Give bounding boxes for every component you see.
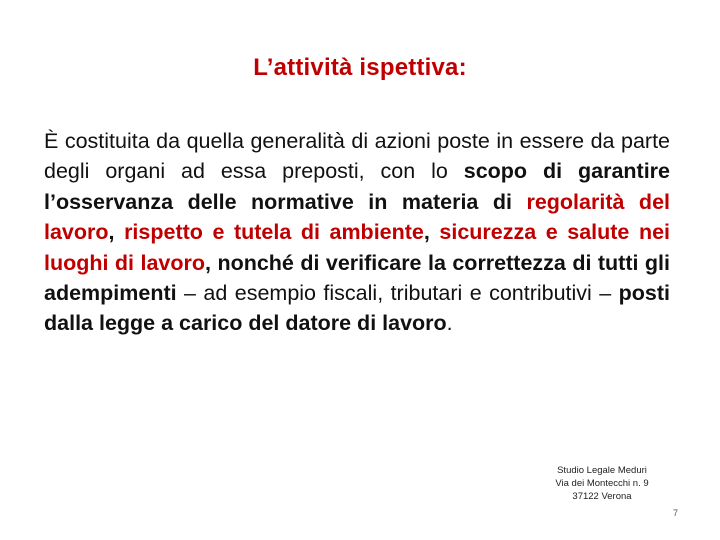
page-title: L’attività ispettiva: <box>253 54 467 81</box>
text-segment: – ad esempio fiscali, tributari e contributivi – <box>176 281 619 306</box>
text-segment-bold: posti dalla legge a carico del datore di lavoro <box>44 281 670 336</box>
footer-city: 37122 Verona <box>572 491 632 502</box>
footer-street: Via dei Montecchi n. 9 <box>555 478 649 489</box>
text-segment-bold: , nonché di verificare la correttezza di tutti gli adempimenti <box>44 250 670 306</box>
text-segment-highlight: rispetto e tutela di ambiente <box>124 220 424 245</box>
footer-firm-name: Studio Legale Meduri <box>557 465 647 476</box>
text-segment-bold: , <box>108 220 125 245</box>
text-segment-highlight: sicurezza e salute nei luoghi di lavoro <box>44 220 671 275</box>
text-segment: È costituita da quella generalità di azioni poste in essere da parte degli organi ad essa preposti, con lo <box>44 129 670 184</box>
text-segment-bold: , <box>423 220 440 245</box>
text-segment-bold: scopo di garantire l’osservanza delle normative in materia di <box>44 159 670 214</box>
footer-address <box>532 464 672 503</box>
text-segment-highlight: regolarità del lavoro <box>44 189 670 245</box>
text-segment: . <box>446 311 453 336</box>
body-paragraph <box>44 126 670 339</box>
page-number: 7 <box>672 508 678 518</box>
